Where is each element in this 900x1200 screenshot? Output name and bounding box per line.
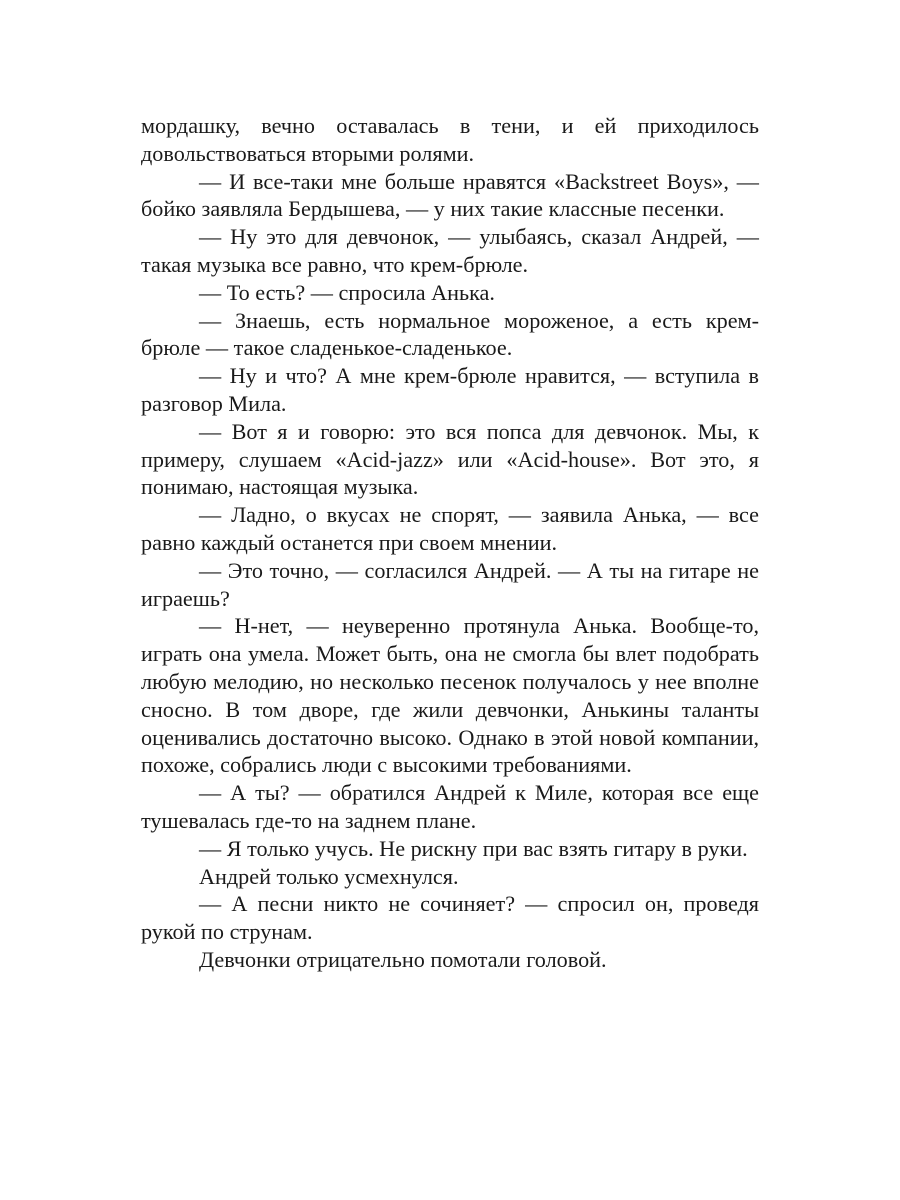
paragraph: Андрей только усмехнулся. (199, 863, 459, 889)
paragraph: — Знаешь, есть нормальное мороженое, а есть крем-брюле — такое сладенькое-сладенькое. (141, 307, 759, 361)
paragraph: — Я только учусь. Не рискну при вас взять гитару в руки. (199, 835, 748, 861)
paragraph: — Ну это для девчонок, — улыбаясь, сказал Андрей, — такая музыка все равно, что крем-брюле. (141, 224, 759, 277)
paragraph: — То есть? — спросила Анька. (199, 279, 495, 305)
page-body (141, 112, 759, 974)
paragraph: — Вот я и говорю: это вся попса для девчонок. Мы, к примеру, слушаем «Acid-jazz» или «Acid-house». Вот это, я понимаю, настоящая музыка. (141, 418, 759, 500)
paragraph: — А ты? — обратился Андрей к Миле, которая все еще тушевалась где-то на заднем плане. (141, 780, 759, 833)
paragraph: — Ну и что? А мне крем-брюле нравится, — вступила в разговор Мила. (141, 363, 759, 416)
paragraph-continuation: мордашку, вечно оставалась в тени, и ей приходилось довольствоваться вторыми ролями. (141, 113, 759, 166)
paragraph: — А песни никто не сочиняет? — спросил он, проведя рукой по струнам. (141, 891, 759, 945)
paragraph: Девчонки отрицательно помотали головой. (199, 946, 607, 972)
paragraph: — И все-таки мне больше нравятся «Backstreet Boys», — бойко заявляла Бердышева, — у них такие классные песенки. (141, 168, 759, 222)
paragraph: — Н-нет, — неуверенно протянула Анька. Вообще-то, играть она умела. Может быть, она не смогла бы влет подобрать любую мелодию, но несколько песенок получалось у нее вполне сносно. В том дворе, где жили девчонки, Анькины таланты оценивались достаточно высоко. Однако в этой новой компании, похоже, собрались люди с высокими требованиями. (141, 613, 759, 778)
paragraph: — Это точно, — согласился Андрей. — А ты на гитаре не играешь? (141, 557, 759, 611)
paragraph: — Ладно, о вкусах не спорят, — заявила Анька, — все равно каждый останется при своем мнении. (141, 502, 759, 555)
